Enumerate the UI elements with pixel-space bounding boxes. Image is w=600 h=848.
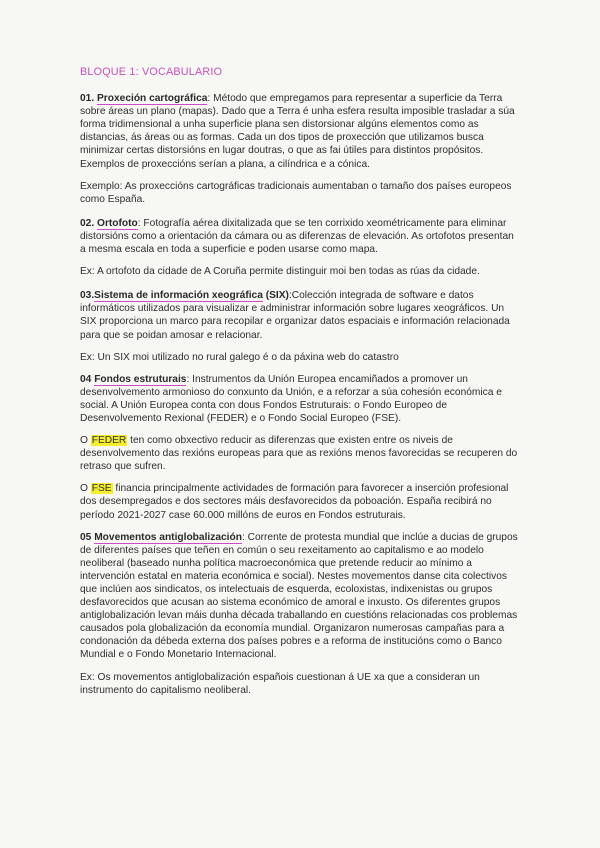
entry-05-number: 05 [80,531,92,543]
entry-03-term: Sistema de información xeográfica [94,290,263,302]
entry-03-text: :Colección integrada de software e datos informáticos utilizados para visualizar e administrar información sobre lugares xeográficos. Un SIX proporciona un marco para recopilar e organizar datos espaciais e información relacionada para que se poidan amosar e relacionar. [80,290,510,341]
entry-03-number: 03. [80,290,95,302]
section-heading: BLOQUE 1: VOCABULARIO [80,66,223,78]
entry-04-fse-text: financia principalmente actividades de formación para favorecer a inserción profesional dos desempregados e dos sectores máis desfavorecidos da poboación. España recibirá no período 2021-2027 case 60.000 millóns de euros en Fondos estruturais. [80,483,509,521]
entry-04-number: 04 [80,373,92,385]
entry-01-number: 01. [80,93,95,105]
entry-05-term: Movementos antiglobalización [94,531,242,543]
entry-01-term: Proxeción cartográfica [97,93,208,105]
entry-04-feder-text: ten como obxectivo reducir as diferenzas que existen entre os niveis de desenvolvemento das rexións europeas para que as rexións menos favorecidas se recuperen do retraso que sufren. [80,435,518,473]
document-content [80,66,520,706]
entry-03-example: Ex: Un SIX moi utilizado no rural galego é o da páxina web do catastro [80,351,399,363]
entry-04-feder-pre: O [80,435,91,447]
entry-04-definition [80,373,520,425]
entry-01-example: Exemplo: As proxeccións cartográficas tradicionais aumentaban o tamaño dos países europeos como España. [80,180,512,205]
feder-highlight: FEDER [91,435,127,447]
entry-05-example: Ex: Os movementos antiglobalización españois cuestionan á UE xa que a consideran un instrumento do capitalismo neoliberal. [80,671,480,696]
entry-04-fse-paragraph [80,482,520,521]
entry-05-text: : Corrente de protesta mundial que inclúe a ducias de grupos de diferentes países que teñen en común o seu rexeitamento ao capitalismo e ao modelo neoliberal (baseado nunha política macroeconómica que pretende reducir ao mínimo a intervención estatal en materia económica e social). Nestes movementos danse cita colectivos que inclúen aos sindicatos, os intelectuais de esquerda, ecoloxistas, indixenistas ou grupos desfavorecidos que acusan ao sistema económico de amoral e inxusto. Os diferentes grupos antiglobalización levan máis dunha década traballando en cuestións relacionadas cos problemas causados pola globalización da economía mundial. Organizaron numerosas campañas para a condonación da débeda externa dos países pobres e a reforma de institucións como o Banco Mundial e o Fondo Monetario Internacional. [80,531,518,661]
entry-04-text: : Instrumentos da Unión Europea encamiñados a promover un desenvolvemento armonioso do conxunto da Unión, e a reforzar a súa cohesión económica e social. A Unión Europea conta con dous Fondos Estruturais: o Fondo Europeo de Desenvolvemento Rexional (FEDER) e o Fondo Social Europeo (FSE). [80,373,502,424]
entry-04-feder-paragraph [80,434,520,473]
entry-01-definition [80,92,520,171]
entry-03-suffix: (SIX) [262,290,289,302]
entry-03-definition [80,289,520,341]
entry-02-example: Ex: A ortofoto da cidade de A Coruña permite distinguir moi ben todas as rúas da cidade. [80,266,480,278]
entry-05-definition [80,531,520,662]
entry-02-definition [80,217,520,256]
entry-02-number: 02. [80,217,95,229]
entry-04-fse-pre: O [80,483,91,495]
entry-02-term: Ortofoto [97,217,138,229]
fse-highlight: FSE [91,483,112,495]
entry-04-term: Fondos estruturais [94,373,187,385]
entry-01-text: : Método que empregamos para representar a superficie da Terra sobre áreas un plano (mapas). Dado que a Terra é unha esfera resulta imposible trasladar a súa forma tridimensional a unha superficie plana sen distorsionar algúns elementos como as distancias, ás áreas ou as formas. Cada un dos tipos de proxección que utilizamos busca minimizar certas distorsións en lugar doutras, o que as fai útiles para distintos propósitos. Exemplos de proxeccións serían a plana, a cilíndrica e a cónica. [80,93,515,170]
entry-02-text: : Fotografía aérea dixitalizada que se ten corrixido xeométricamente para eliminar distorsións como a orientación da cámara ou as diferenzas de elevación. As ortofotos presentan a mesma escala en toda a superficie e poden usarse como mapa. [80,217,514,256]
